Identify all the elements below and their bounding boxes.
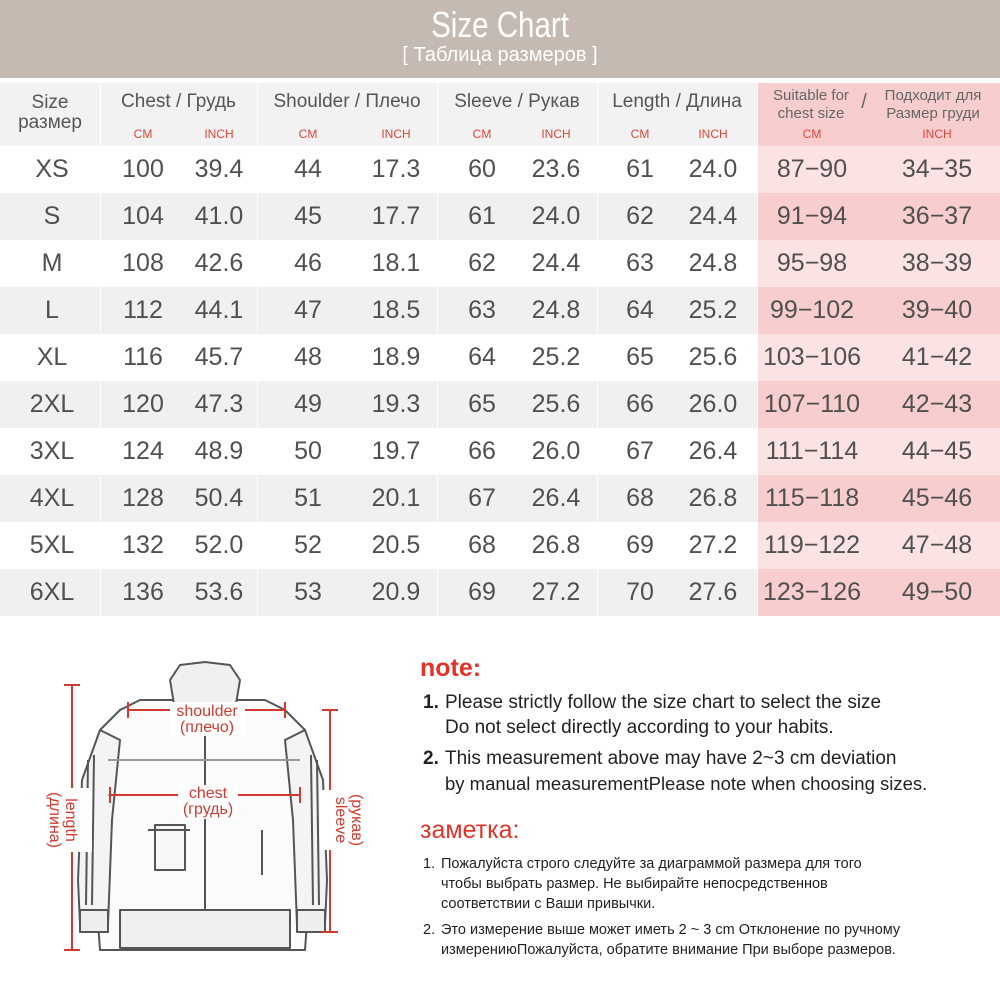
table-cell: 47 <box>294 296 322 324</box>
table-cell: 26.8 <box>688 484 738 512</box>
suitable-header-separator: / <box>861 91 867 113</box>
table-cell: 45 <box>294 202 322 230</box>
table-cell: 26.4 <box>688 437 738 465</box>
table-row <box>0 428 1000 475</box>
column-divider <box>257 83 258 616</box>
column-header-label: Length / Длина <box>612 91 742 112</box>
suitable-header-en: Suitable for chest size <box>773 87 849 122</box>
table-cell: 63 <box>468 296 496 324</box>
table-cell: 19.7 <box>371 437 421 465</box>
table-row <box>0 193 1000 240</box>
table-cell: 18.9 <box>371 343 421 371</box>
table-cell: 25.6 <box>531 390 581 418</box>
table-cell: 45.7 <box>194 343 244 371</box>
note-text: Это измерение выше может иметь 2 ~ 3 cm Отклонение по ручному <box>441 922 901 938</box>
note-en-1 <box>423 690 993 742</box>
table-cell: 19.3 <box>371 390 421 418</box>
table-cell: 120 <box>122 390 164 418</box>
unit-label: INCH <box>381 127 411 141</box>
note-text: чтобы выбрать размер. Не выбирайте непосредственнов <box>441 876 828 892</box>
unit-label: CM <box>133 127 153 141</box>
sleeve-label: sleeve <box>332 796 349 844</box>
table-cell: 124 <box>122 437 164 465</box>
table-cell: 64 <box>468 343 496 371</box>
size-cell: 5XL <box>29 531 75 559</box>
table-cell: 34−35 <box>901 155 973 183</box>
table-cell: 25.2 <box>688 296 738 324</box>
table-cell: 17.7 <box>371 202 421 230</box>
table-cell: 47.3 <box>194 390 244 418</box>
table-cell: 24.8 <box>688 249 738 277</box>
table-cell: 67 <box>626 437 654 465</box>
note-number: 2. <box>423 922 436 938</box>
table-cell: 103−106 <box>762 343 862 371</box>
size-cell: M <box>41 249 63 277</box>
column-divider <box>437 83 438 616</box>
table-cell: 44 <box>294 155 322 183</box>
length-label: length <box>62 798 79 842</box>
page-subtitle: [ Таблица размеров ] <box>402 44 598 66</box>
table-cell: 24.0 <box>688 155 738 183</box>
table-cell: 48.9 <box>194 437 244 465</box>
table-cell: 108 <box>122 249 164 277</box>
title-banner <box>0 0 1000 78</box>
table-cell: 65 <box>468 390 496 418</box>
note-text: измерениюПожалуйста, обратите внимание При выборе размеров. <box>441 942 896 958</box>
table-cell: 48 <box>294 343 322 371</box>
table-cell: 136 <box>122 578 164 606</box>
table-cell: 69 <box>468 578 496 606</box>
table-cell: 69 <box>626 531 654 559</box>
table-cell: 112 <box>123 296 163 324</box>
table-cell: 100 <box>122 155 164 183</box>
note-ru-1 <box>423 854 993 916</box>
table-cell: 18.1 <box>371 249 421 277</box>
table-cell: 26.0 <box>531 437 581 465</box>
size-cell: 3XL <box>29 437 75 465</box>
table-cell: 47−48 <box>901 531 973 559</box>
table-row <box>0 381 1000 428</box>
shoulder-label: shoulder <box>176 703 238 720</box>
table-cell: 46 <box>294 249 322 277</box>
note-text: This measurement above may have 2~3 cm deviation <box>445 748 897 769</box>
suitable-header-ru: Подходит для Размер груди <box>884 87 982 122</box>
table-cell: 66 <box>626 390 654 418</box>
note-text: Please strictly follow the size chart to select the size <box>445 692 882 713</box>
table-cell: 49−50 <box>901 578 973 606</box>
unit-label: CM <box>298 127 318 141</box>
note-title-ru: заметка: <box>420 816 520 844</box>
table-cell: 53 <box>294 578 322 606</box>
column-divider <box>100 83 101 616</box>
table-cell: 61 <box>468 202 496 230</box>
table-cell: 53.6 <box>194 578 244 606</box>
table-cell: 24.4 <box>688 202 738 230</box>
jacket-diagram <box>0 620 380 1000</box>
table-cell: 119−122 <box>763 531 861 559</box>
table-cell: 66 <box>468 437 496 465</box>
column-header-label: Sleeve / Рукав <box>454 91 580 112</box>
length-label-ru: (длина) <box>46 792 63 848</box>
note-title-en: note: <box>420 654 482 682</box>
table-row <box>0 522 1000 569</box>
table-cell: 24.0 <box>531 202 581 230</box>
note-text: by manual measurementPlease note when choosing sizes. <box>445 773 928 794</box>
note-en-2 <box>423 746 998 798</box>
table-row <box>0 334 1000 381</box>
table-cell: 68 <box>468 531 496 559</box>
table-cell: 111−114 <box>765 437 859 465</box>
shoulder-label-ru: (плечо) <box>179 719 235 736</box>
table-cell: 62 <box>626 202 654 230</box>
column-divider <box>597 83 598 616</box>
table-cell: 87−90 <box>776 155 848 183</box>
note-number: 2. <box>423 748 439 769</box>
table-cell: 44.1 <box>194 296 244 324</box>
table-cell: 26.4 <box>531 484 581 512</box>
unit-label: CM <box>802 127 822 141</box>
table-cell: 41.0 <box>194 202 244 230</box>
table-cell: 68 <box>626 484 654 512</box>
table-row <box>0 146 1000 193</box>
table-cell: 26.8 <box>531 531 581 559</box>
unit-label: INCH <box>541 127 571 141</box>
note-number: 1. <box>423 692 439 713</box>
table-cell: 38−39 <box>901 249 973 277</box>
table-cell: 95−98 <box>776 249 848 277</box>
note-number: 1. <box>423 856 436 872</box>
note-text: Do not select directly according to your habits. <box>445 717 834 738</box>
note-text: Пожалуйста строго следуйте за диаграммой размера для того <box>441 856 862 872</box>
table-cell: 62 <box>468 249 496 277</box>
table-cell: 51 <box>294 484 322 512</box>
chest-label: chest <box>188 785 228 802</box>
table-cell: 67 <box>468 484 496 512</box>
table-cell: 42−43 <box>901 390 973 418</box>
table-cell: 52 <box>294 531 322 559</box>
chest-label-ru: (грудь) <box>182 801 234 818</box>
size-cell: S <box>43 202 61 230</box>
table-cell: 115−118 <box>764 484 860 512</box>
table-cell: 70 <box>626 578 654 606</box>
table-cell: 64 <box>626 296 654 324</box>
table-cell: 24.4 <box>531 249 581 277</box>
table-cell: 116 <box>123 343 163 371</box>
unit-label: INCH <box>204 127 234 141</box>
notes-section <box>0 620 1000 1000</box>
table-cell: 50 <box>294 437 322 465</box>
table-cell: 17.3 <box>371 155 421 183</box>
table-cell: 42.6 <box>194 249 244 277</box>
table-cell: 20.1 <box>371 484 421 512</box>
table-cell: 50.4 <box>194 484 244 512</box>
table-cell: 65 <box>626 343 654 371</box>
size-cell: XS <box>35 155 69 183</box>
table-cell: 104 <box>122 202 164 230</box>
table-cell: 91−94 <box>776 202 848 230</box>
page-title: Size Chart <box>431 4 569 45</box>
table-cell: 49 <box>294 390 322 418</box>
size-column-header: Size размер <box>18 92 82 133</box>
table-cell: 52.0 <box>194 531 244 559</box>
column-header-label: Shoulder / Плечо <box>273 91 421 112</box>
table-row <box>0 287 1000 334</box>
column-divider <box>757 83 758 616</box>
table-row <box>0 475 1000 522</box>
table-cell: 25.2 <box>531 343 581 371</box>
table-cell: 123−126 <box>762 578 862 606</box>
table-cell: 23.6 <box>531 155 581 183</box>
table-row <box>0 240 1000 287</box>
unit-label: CM <box>472 127 492 141</box>
table-cell: 25.6 <box>688 343 738 371</box>
table-cell: 41−42 <box>901 343 973 371</box>
note-ru-2 <box>423 920 993 962</box>
size-cell: 4XL <box>29 484 75 512</box>
size-cell: 2XL <box>29 390 75 418</box>
size-cell: L <box>45 296 59 324</box>
table-cell: 18.5 <box>371 296 421 324</box>
size-cell: 6XL <box>29 578 75 606</box>
note-text: соответствии с Ваши привычки. <box>441 896 656 912</box>
table-cell: 39.4 <box>194 155 244 183</box>
unit-label: CM <box>630 127 650 141</box>
sleeve-label-ru: (рукав) <box>348 793 365 847</box>
table-cell: 36−37 <box>901 202 973 230</box>
table-cell: 24.8 <box>531 296 581 324</box>
table-cell: 60 <box>468 155 496 183</box>
table-cell: 128 <box>122 484 164 512</box>
table-cell: 26.0 <box>688 390 738 418</box>
table-cell: 45−46 <box>901 484 973 512</box>
table-cell: 132 <box>122 531 164 559</box>
table-cell: 20.9 <box>371 578 421 606</box>
size-cell: XL <box>36 343 68 371</box>
column-header-label: Chest / Грудь <box>121 91 236 112</box>
table-cell: 27.2 <box>531 578 581 606</box>
unit-label: INCH <box>922 127 952 141</box>
table-cell: 39−40 <box>901 296 973 324</box>
table-cell: 99−102 <box>769 296 855 324</box>
table-cell: 44−45 <box>901 437 973 465</box>
table-row <box>0 569 1000 616</box>
table-cell: 61 <box>626 155 654 183</box>
table-cell: 63 <box>626 249 654 277</box>
table-cell: 27.2 <box>688 531 738 559</box>
unit-label: INCH <box>698 127 728 141</box>
table-cell: 107−110 <box>763 390 861 418</box>
table-cell: 27.6 <box>688 578 738 606</box>
table-cell: 20.5 <box>371 531 421 559</box>
